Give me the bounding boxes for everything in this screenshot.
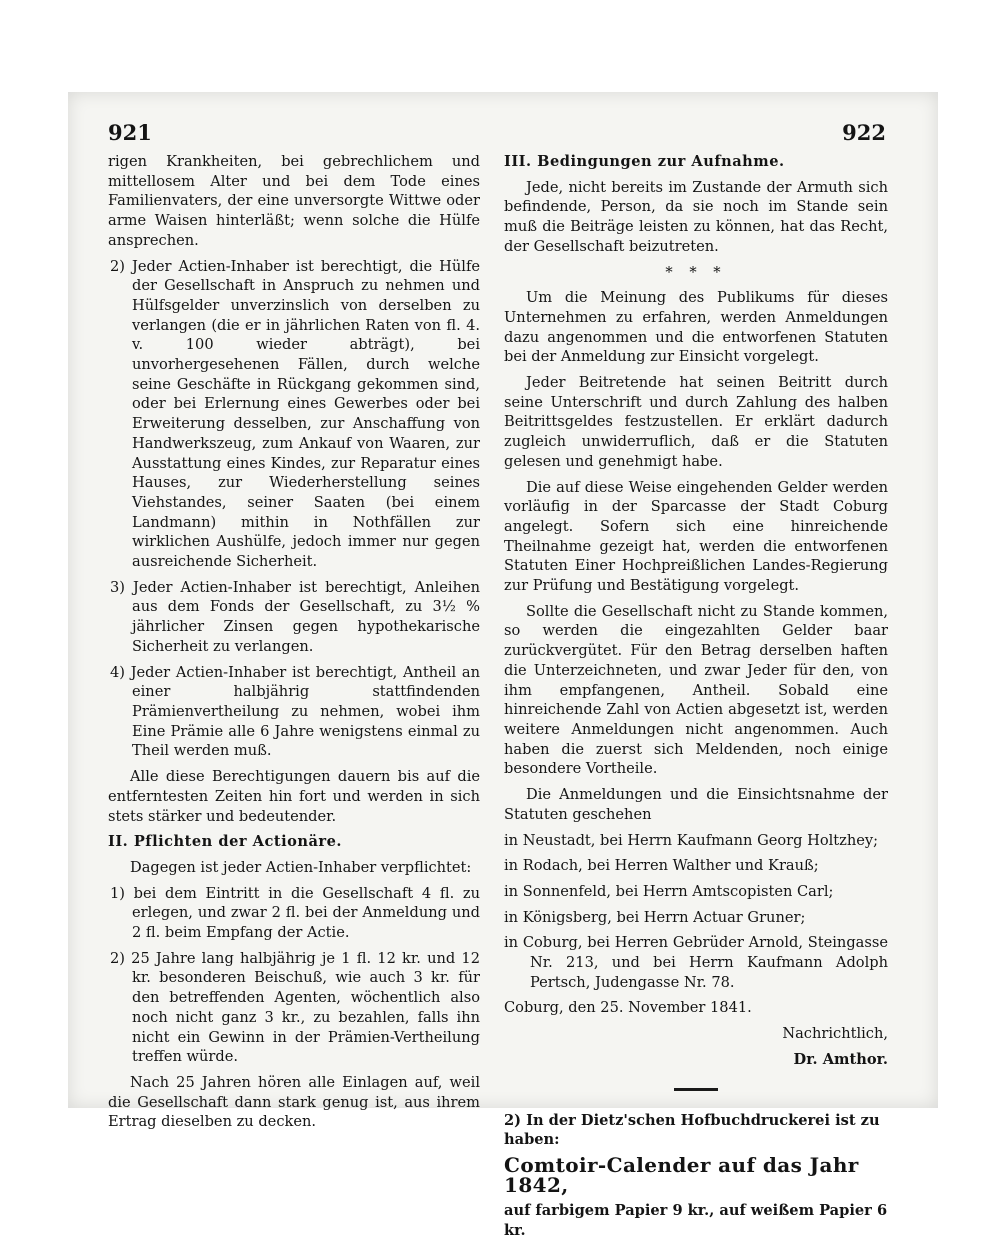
announcement-paragraph-4: Sollte die Gesellschaft nicht zu Stande kommen, so werden die eingezahlten Gelder baar zurückvergütet. Für den Betrag derselben haften die Unterzeichneten, und zwar Jeder für den, von ihm empfangenen, Antheil. Sobald eine hinreichende Zahl von Actien abgesetzt ist, werden weitere Anmeldungen nicht angenommen. Auch haben die zuerst sich Meldenden, noch einige besondere Vortheile. xyxy=(504,602,888,778)
signature-note: Nachrichtlich, xyxy=(782,1025,888,1043)
divider-rule xyxy=(674,1088,718,1091)
announcement-paragraph-5: Die Anmeldungen und die Einsichtsnahme der Statuten geschehen xyxy=(504,786,888,823)
location-item: in Königsberg, bei Herrn Actuar Gruner; xyxy=(504,908,806,926)
signature-name-text: Dr. Amthor. xyxy=(793,1050,888,1068)
location-item: in Rodach, bei Herren Walther und Krauß; xyxy=(504,857,819,875)
rights-item-4: 4) Jeder Actien-Inhaber ist berechtigt, Antheil an einer halbjährig stattfindenden Prämienvertheilung zu nehmen, wobei ihm Eine Prämie alle 6 Jahre wenigstens einmal zu Theil werden muß. xyxy=(110,663,480,760)
advertisement-title: Comtoir-Calender auf das Jahr 1842, xyxy=(504,1152,859,1197)
dateline: Coburg, den 25. November 1841. xyxy=(504,999,752,1017)
duties-intro: Dagegen ist jeder Actien-Inhaber verpflichtet: xyxy=(130,858,472,876)
left-column xyxy=(108,152,480,1138)
rights-summary: Alle diese Berechtigungen dauern bis auf die entferntesten Zeiten hin fort und werden in sich stets stärker und bedeutender. xyxy=(108,768,480,825)
rights-item-3: 3) Jeder Actien-Inhaber ist berechtigt, Anleihen aus dem Fonds der Gesellschaft, zu 3½ % jährlicher Zinsen gegen hypothekarische Sicherheit zu verlangen. xyxy=(110,578,480,655)
announcement-paragraph-3: Die auf diese Weise eingehenden Gelder werden vorläufig in der Sparcasse der Stadt Coburg angelegt. Sofern sich eine hinreichende Theilnahme gezeigt hat, werden die entworfenen Statuten Einer Hochpreißlichen Landes-Regierung zur Prüfung und Bestätigung vorgelegt. xyxy=(504,478,888,595)
signature-name xyxy=(504,1050,888,1070)
location-item: in Sonnenfeld, bei Herrn Amtscopisten Carl; xyxy=(504,882,834,900)
announcement-paragraph-1: Um die Meinung des Publikums für dieses Unternehmen zu erfahren, werden Anmeldungen dazu angenommen und die entworfenen Statuten bei der Anmeldung zur Einsicht vorgelegt. xyxy=(504,289,888,366)
page-number-left: 921 xyxy=(108,120,152,145)
rights-item-2: 2) Jeder Actien-Inhaber ist berechtigt, die Hülfe der Gesellschaft in Anspruch zu nehmen und Hülfsgelder unverzinslich von derselben zu verlangen (die er in jährlichen Raten von fl. 4. v. 100 wieder abträgt), bei unvorhergesehenen Fällen, durch welche seine Geschäfte in Rückgang gekommen sind, oder bei Erlernung eines Gewerbes oder bei Erweiterung desselben, zur Anschaffung von Handwerkszeug, zum Ankauf von Waaren, zur Ausstattung eines Kindes, zur Reparatur eines Hauses, zur Wiederherstellung seines Viehstandes, seiner Saaten (bei einem Landmann) mithin in Nothfällen zur wirklichen Aushülfe, jedoch immer nur gegen ausreichende Sicherheit. xyxy=(110,257,480,571)
duties-summary: Nach 25 Jahren hören alle Einlagen auf, weil die Gesellschaft dann stark genug ist, aus ihrem Ertrag dieselben zu decken. xyxy=(108,1073,480,1131)
advertisement-price: auf farbigem Papier 9 kr., auf weißem Papier 6 kr. xyxy=(504,1202,888,1240)
section-heading-conditions: III. Bedingungen zur Aufnahme. xyxy=(504,153,785,170)
location-item: in Coburg, bei Herren Gebrüder Arnold, Steingasse Nr. 213, und bei Herrn Kaufmann Adolph Pertsch, Judengasse Nr. 78. xyxy=(504,934,888,991)
location-item: in Neustadt, bei Herrn Kaufmann Georg Holtzhey; xyxy=(504,831,879,849)
announcement-paragraph-2: Jeder Beitretende hat seinen Beitritt durch seine Unterschrift und durch Zahlung des halben Beitrittsgeldes festzustellen. Er erklärt dadurch zugleich unwiderruflich, daß er die Statuten gelesen und genehmigt habe. xyxy=(504,374,888,470)
right-column xyxy=(504,152,888,1247)
section-heading-duties: II. Pflichten der Actionäre. xyxy=(108,833,342,851)
page-number-right: 922 xyxy=(842,120,886,145)
conditions-paragraph: Jede, nicht bereits im Zustande der Armuth sich befindende, Person, da sie noch im Stande sein muß die Beiträge leisten zu können, hat das Recht, der Gesellschaft beizutreten. xyxy=(504,178,888,255)
duty-item-2: 2) 25 Jahre lang halbjährig je 1 fl. 12 kr. und 12 kr. besonderen Beischuß, wie auch 3 kr. für den betreffenden Agenten, wöchentlich also noch nicht ganz 3 kr., zu bezahlen, falls ihn nicht ein Gewinn in der Prämien-Vertheilung treffen würde. xyxy=(110,949,480,1066)
text-paragraph: rigen Krankheiten, bei gebrechlichem und mittellosem Alter und bei dem Tode eines Familienvaters, der eine unversorgte Wittwe oder arme Waisen hinterläßt; wenn solche die Hülfe ansprechen. xyxy=(108,153,480,249)
advertisement-intro: 2) In der Dietz'schen Hofbuchdruckerei ist zu haben: xyxy=(504,1111,880,1149)
asterism-divider: * * * xyxy=(665,263,727,281)
duty-item-1: 1) bei dem Eintritt in die Gesellschaft 4 fl. zu erlegen, und zwar 2 fl. bei der Anmeldung und 2 fl. beim Empfang der Actie. xyxy=(110,884,480,942)
